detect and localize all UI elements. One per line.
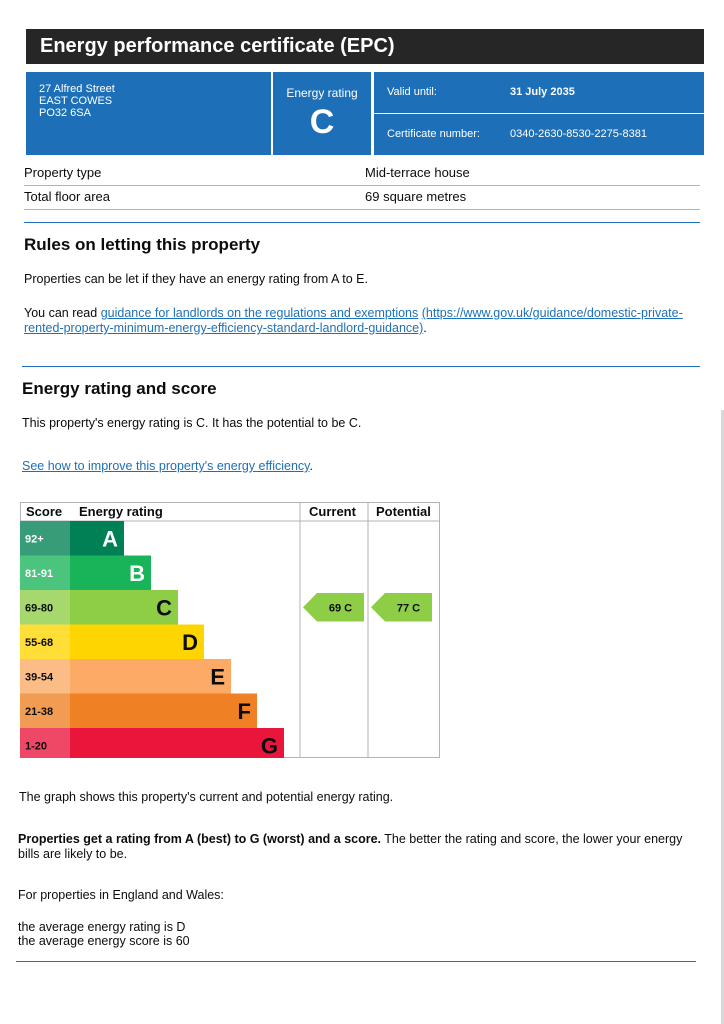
letting-heading: Rules on letting this property xyxy=(24,235,261,254)
average-score: the average energy score is 60 xyxy=(18,934,190,948)
band-letter-C: C xyxy=(156,595,172,621)
band-letter-E: E xyxy=(210,664,225,690)
address-line-1: 27 Alfred Street xyxy=(39,83,115,95)
page-title: Energy performance certificate (EPC) xyxy=(26,29,704,64)
valid-until-label: Valid until: xyxy=(387,86,437,98)
potential-rating-label: 77 C xyxy=(396,602,421,615)
rating-explanation xyxy=(18,832,698,862)
floor-area-value: 69 square metres xyxy=(365,189,467,204)
energy-rating-label: Energy rating xyxy=(286,86,358,100)
band-range-D: 55-68 xyxy=(25,636,54,649)
energy-rating-box xyxy=(273,72,371,155)
letting-suffix: . xyxy=(423,321,427,335)
band-range-A: 92+ xyxy=(25,533,44,546)
band-range-B: 81-91 xyxy=(25,567,54,580)
band-letter-D: D xyxy=(182,629,198,655)
band-letter-G: G xyxy=(260,733,278,758)
property-type-value: Mid-terrace house xyxy=(365,165,470,180)
rating-column-header: Energy rating xyxy=(79,504,163,519)
landlord-guidance-url[interactable]: (https://www.gov.uk/guidance/domestic-private-rented-property-minimum-energy-efficiency-standard-landlord-guidance) xyxy=(24,306,683,335)
letting-paragraph-2 xyxy=(24,306,684,336)
energy-rating-chart xyxy=(20,502,440,763)
section-divider xyxy=(22,366,700,367)
rating-explanation-bold: Properties get a rating from A (best) to G (worst) and a score. xyxy=(18,832,382,846)
address-line-3: PO32 6SA xyxy=(39,107,91,119)
certificate-row xyxy=(374,114,704,155)
band-range-G: 1-20 xyxy=(25,740,48,753)
score-heading: Energy rating and score xyxy=(22,379,217,398)
energy-rating-chart-svg xyxy=(20,502,440,758)
potential-column-header: Potential xyxy=(376,504,431,519)
section-divider xyxy=(24,222,700,223)
region-text: For properties in England and Wales: xyxy=(18,888,224,902)
valid-until-value: 31 July 2035 xyxy=(510,86,575,98)
certificate-label: Certificate number: xyxy=(387,128,480,140)
floor-area-label: Total floor area xyxy=(24,189,110,204)
graph-caption: The graph shows this property's current and potential energy rating. xyxy=(19,790,394,804)
letting-prefix: You can read xyxy=(24,306,101,320)
current-rating-label: 69 C xyxy=(328,602,353,615)
certificate-number: 0340-2630-8530-2275-8381 xyxy=(510,128,648,140)
improve-efficiency-link[interactable]: See how to improve this property's energy efficiency xyxy=(22,459,310,473)
average-rating: the average energy rating is D xyxy=(18,920,186,934)
valid-until-row xyxy=(374,72,704,114)
property-type-row xyxy=(24,161,700,186)
rating-explanation-rest: The better the rating and score, the lower your energy bills are likely to be. xyxy=(18,832,683,861)
band-letter-A: A xyxy=(102,526,118,552)
score-intro: This property's energy rating is C. It has the potential to be C. xyxy=(22,416,362,430)
property-type-label: Property type xyxy=(24,165,102,180)
current-column-header: Current xyxy=(309,504,356,519)
landlord-guidance-link[interactable]: guidance for landlords on the regulations and exemptions xyxy=(100,306,419,320)
letting-paragraph-1: Properties can be let if they have an energy rating from A to E. xyxy=(24,272,368,286)
improve-suffix: . xyxy=(309,459,313,473)
improve-paragraph xyxy=(22,459,313,474)
energy-rating-value: C xyxy=(309,103,335,141)
section-divider xyxy=(16,961,696,962)
validity-box xyxy=(374,72,704,155)
band-range-C: 69-80 xyxy=(25,602,54,615)
band-range-E: 39-54 xyxy=(25,671,54,684)
address-block xyxy=(26,72,271,155)
band-letter-B: B xyxy=(129,560,145,586)
band-letter-F: F xyxy=(237,698,251,724)
floor-area-row xyxy=(24,185,700,210)
score-column-header: Score xyxy=(26,504,63,519)
address-line-2: EAST COWES xyxy=(39,95,113,107)
band-range-F: 21-38 xyxy=(25,705,54,718)
